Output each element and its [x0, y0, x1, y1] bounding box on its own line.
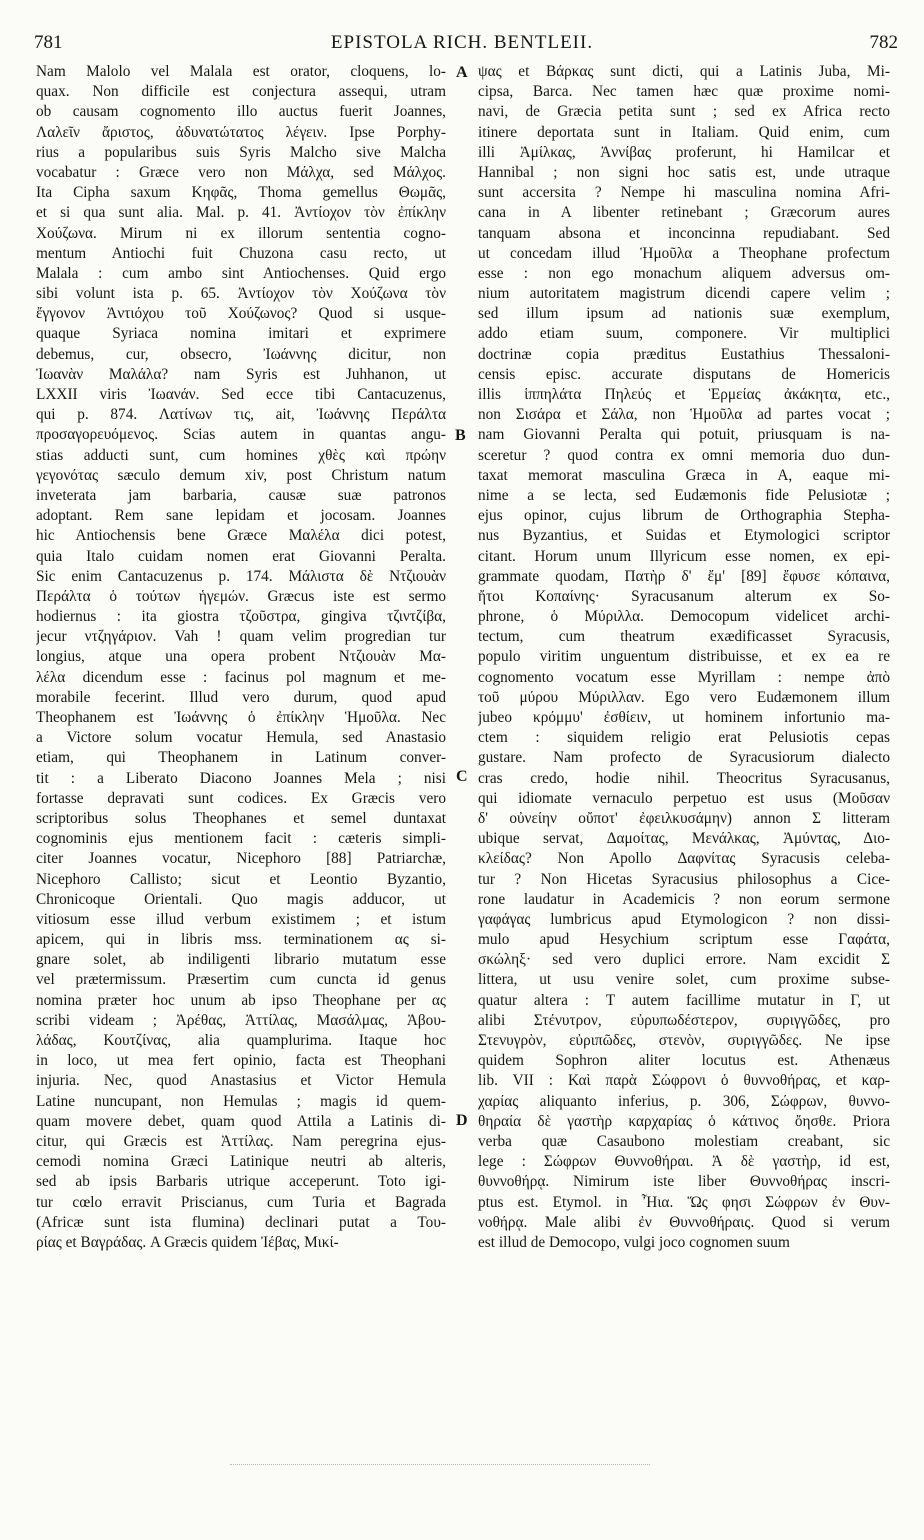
left-column-line: Ἰωανὰν Μαλάλα? nam Syris est Juhhanon, ut: [36, 365, 446, 383]
left-column-line: tur cœlo erravit Priscianus, cum Turia et Bagrada: [36, 1193, 446, 1211]
left-column-line: cognominis ejus mentionem facit : cæteris simpli-: [36, 830, 446, 848]
right-column-line: cipsa, Barca. Nec tamen hæc quæ proxime nomi-: [478, 83, 890, 101]
right-column-line: lege : Σώφρων Θυννοθήραι. Ἀ δὲ γαστὴρ, id est,: [478, 1153, 890, 1171]
left-column-line: ἔγγονον Ἀντιόχου τοῦ Χούζωνος? Quod si usque-: [36, 305, 446, 323]
left-column-line: ρίας et Βαγράδας. A Græcis quidem Ἰέβας, Μικί-: [36, 1233, 339, 1251]
right-column-line: jubeo κρόμμυ' ἐσθίειν, ut hominem infortunio ma-: [478, 709, 890, 726]
right-column-line: ἤτοι Κοπαίνης· Syracusanum alterum ex So-: [478, 587, 890, 605]
right-column-line: Hannibal ; non signi hoc satis est, unde utraque: [478, 163, 890, 181]
right-column-line: gustare. Nam profecto de Syracusiorum dialecto: [478, 749, 890, 767]
left-column-line: scriptoribus solus Theophanes et semel duntaxat: [36, 809, 446, 827]
right-column: [478, 62, 890, 1253]
right-column-line: qui idiomate vernaculo perpetuo est usus (Μοῦσαν: [478, 789, 890, 807]
left-column-line: apicem, qui in libris mss. terminationem ας si-: [36, 931, 446, 949]
left-column-line: a Victore solum vocatur Hemula, sed Anastasio: [36, 729, 446, 747]
left-column-line: inveterata jam barbaria, causæ suæ patronos: [36, 486, 446, 504]
left-column-line: etiam, qui Theophanem in Latinum conver-: [36, 749, 446, 767]
right-column-line: ctem : siquidem religio erat Pelusiotis cepas: [478, 729, 890, 747]
right-column-line: doctrinæ copia præditus Eustathius Thessaloni-: [478, 345, 890, 363]
page-header: [26, 32, 898, 60]
left-column-line: γεγονότας sæculo demum xiv, post Christum natum: [36, 466, 446, 484]
right-column-line: cana in A libenter retinebant ; Græcorum aures: [478, 204, 890, 222]
right-column-line: ut concedam illud Ἡμοῦλα a Theophane profectum: [478, 244, 890, 262]
left-column-line: quax. Non difficile est conjectura assequi, utram: [36, 83, 446, 101]
left-column-line: Περάλτα ὁ τούτων ἡγεμών. Græcus iste est sermo: [36, 587, 446, 605]
right-column-line: ptus est. Etymol. in Ἦια. Ὥς φησι Σώφρων ἐν Θυν-: [478, 1193, 890, 1211]
left-column-line: longius, atque una opera probent Ντζιουὰν Μα-: [36, 648, 446, 666]
right-column-line: alibi Στένυτρον, εὐρυπωδέστερον, συριγγῶδες, pro: [478, 1011, 890, 1029]
right-column-line: sunt accersita ? Nempe hi masculina nomina Afri-: [478, 184, 890, 202]
page-number-right: 782: [869, 32, 898, 53]
right-column-line: νοθήρᾳ. Male alibi ἐν Θυννοθήραις. Quod si verum: [478, 1213, 890, 1231]
left-column-line: Sic enim Cantacuzenus p. 174. Μάλιστα δὲ Ντζιουὰν: [36, 567, 446, 585]
left-column-line: LXXII viris Ἰωανάν. Sed ecce tibi Cantacuzenus,: [36, 386, 446, 403]
right-column-line: sed illum ipsum ad nationis suæ exemplum,: [478, 305, 890, 323]
right-column-line: esse : non ego monachum aliquem adversus om-: [478, 264, 890, 282]
left-column-line: sibi volunt ista p. 65. Ἀντίοχον τὸν Χούζωνα τὸν: [36, 285, 446, 303]
right-column-line: phrone, ὁ Μύριλλα. Democopum videlicet archi-: [478, 608, 890, 626]
left-column-line: hic Antiochensis bene Græce Μαλέλα dici potest,: [36, 527, 446, 545]
left-column-line: Χούζωνα. Mirum ni ex illorum sententia cogno-: [36, 224, 446, 242]
right-column-line: littera, ut usu venire solet, cum proxime subse-: [478, 971, 890, 989]
left-column-line: λάδας, Κουτζίνας, alia quamplurima. Itaque hoc: [36, 1032, 446, 1049]
right-column-line: nime a se lecta, sed Eudæmonis fide Pelusiotæ ;: [478, 486, 890, 504]
left-column-line: Ita Cipha saxum Κηφᾶς, Thoma gemellus Θωμᾶς,: [36, 184, 446, 202]
right-column-line: rone laudatur in Academicis ? non eorum sermone: [478, 890, 890, 908]
left-column-line: morabile fecerint. Illud vero durum, quod apud: [36, 688, 446, 706]
left-column: [36, 62, 446, 1253]
left-column-line: gnare solet, ab indiligenti librario mutatum esse: [36, 951, 446, 969]
right-column-line: χαρίας aliquanto inferius, p. 306, Σώφρων, θυννο-: [478, 1092, 890, 1110]
left-column-line: scribi videam ; Ἀρέθας, Ἀττίλας, Μασάλμας, Ἀβου-: [36, 1011, 446, 1029]
right-column-line: cras credo, hodie nihil. Theocritus Syracusanus,: [478, 769, 890, 787]
right-column-line: taxat memorat masculina Græca in A, eaque mi-: [478, 466, 890, 484]
right-column-line: censis episc. accurate disputans de Homericis: [478, 365, 890, 383]
left-column-line: sed ab ipsis Barbaris utrique acceperunt. Toto igi-: [36, 1173, 446, 1191]
right-column-line: Στενυγρὸν, εὐριπῶδες, στενὸν, συριγγῶδες. Ne ipse: [478, 1032, 890, 1049]
left-column-line: jecur ντζηγάριον. Vah ! quam velim progredian tur: [36, 628, 446, 646]
footer-rule: [230, 1464, 650, 1465]
left-column-line: quam movere debet, quam quod Attila a Latinis di-: [36, 1112, 446, 1130]
right-column-line: quidem Sophron aliter locutus est. Athenæus: [478, 1052, 890, 1070]
right-column-line: nium autoritatem magistrum dicendi capere velim ;: [478, 285, 890, 303]
right-column-line: lib. VII : Καὶ παρὰ Σώφρονι ὁ θυννοθήρας, et καρ-: [478, 1072, 890, 1090]
right-column-line: nus Byzantius, et Suidas et Etymologici scriptor: [478, 527, 890, 545]
right-column-line: θυννοθήρᾳ. Nimirum iste liber Θυννοθήρας inscri-: [478, 1173, 890, 1191]
right-column-line: grammate quodam, Πατὴρ δ' ἔμ' [89] ἔφυσε κόπαινα,: [478, 567, 890, 585]
right-column-line: sceretur ? quod contra ex omni memoria duo dun-: [478, 446, 890, 464]
left-column-line: vocabatur : Græce vero non Μάλχα, sed Μάλχος.: [36, 163, 446, 181]
left-column-line: adoptant. Rem sane lepidam et jocosam. Joannes: [36, 507, 446, 525]
left-column-line: mentum Antiochi fuit Chuzona casu recto, ut: [36, 244, 446, 262]
left-column-line: vel prætermissum. Præsertim cum cuncta id genus: [36, 971, 446, 989]
right-column-line: γαφάγας lumbricus apud Etymologicon ? non dissi-: [478, 910, 890, 928]
left-column-line: vitiosum esse illud verbum existimem ; et istum: [36, 910, 446, 928]
right-column-line: non Σισάρα et Σάλα, non Ἡμοῦλα ad partes vocat ;: [478, 406, 890, 424]
left-column-line: (Africæ sunt ista flumina) declinari putat a Του-: [36, 1213, 446, 1231]
left-column-line: Λαλεῖν ἄριστος, ἀδυνατώτατος λέγειν. Ipse Porphy-: [36, 123, 446, 141]
right-column-line: navi, de Græcia petita sunt ; sed ex Africa recto: [478, 103, 890, 121]
left-column-line: Malala : cum ambo sint Antiochenses. Quid ergo: [36, 264, 446, 282]
right-column-line: citant. Horum unum Illyricum esse nomen, ex epi-: [478, 547, 890, 565]
right-column-line: est illud de Democopo, vulgi joco cognomen suum: [478, 1233, 790, 1251]
section-marker-a: A: [456, 64, 468, 81]
right-column-line: tanquam absona et inconcinna repudiabant. Sed: [478, 224, 890, 242]
left-column-line: tit : a Liberato Diacono Joannes Mela ; nisi: [36, 769, 446, 787]
right-column-line: populo viritim unguentum distribuisse, et ex ea re: [478, 648, 890, 666]
left-column-line: quaque Syriaca nomina imitari et exprimere: [36, 325, 446, 343]
running-title: EPISTOLA RICH. BENTLEII.: [330, 32, 594, 53]
right-column-line: itinere deportata sunt in Italiam. Quid enim, cum: [478, 123, 890, 141]
left-column-line: Chronicoque Orientali. Quo magis adducor, ut: [36, 890, 446, 908]
right-column-line: mulo apud Hesychium scriptum esse Γαφάτα,: [478, 931, 890, 949]
right-column-line: σκώληξ· sed vero duplici errore. Nam excidit Σ: [478, 951, 890, 969]
section-marker-d: D: [456, 1112, 468, 1129]
left-column-line: λέλα dicendum esse : facinus pol magnum et me-: [36, 668, 446, 686]
right-column-line: illis ἱππηλάτα Πηλεύς et Ἑρμείας ἀκάκητα, etc.,: [478, 386, 890, 403]
left-column-line: ob causam cognomento illo auctus fuerit Joannes,: [36, 103, 446, 121]
right-column-line: verba quæ Casaubono molestiam creabant, sic: [478, 1132, 890, 1150]
left-column-line: in loco, ut mea fert opinio, facta est Theophani: [36, 1052, 446, 1070]
right-column-line: tectum, cum theatrum exædificasset Syracusis,: [478, 628, 890, 646]
left-column-line: προσαγορευόμενος. Scias autem in quantas angu-: [36, 426, 446, 444]
section-marker-b: B: [455, 427, 466, 444]
left-column-line: citer Joannes vocatur, Nicephoro [88] Patriarchæ,: [36, 850, 446, 868]
right-column-line: quatur altera : Τ autem facillime mutatur in Γ, ut: [478, 991, 890, 1009]
left-column-line: debemus, cur, obsecro, Ἰωάννης dicitur, non: [36, 345, 446, 363]
right-column-line: δ' οὐνείην οὔποτ' ἐφειλκυσάμην) annon Σ litteram: [478, 809, 890, 827]
left-column-line: quia Italo cuidam nomen erat Giovanni Peralta.: [36, 547, 446, 565]
right-column-line: τοῦ μύρου Μύριλλαν. Ego vero Eudæmonem illum: [478, 688, 890, 706]
left-column-line: fortasse depravati sunt codices. Ex Græcis vero: [36, 789, 446, 807]
left-column-line: citur, qui Græcis est Ἀττίλας. Nam peregrina ejus-: [36, 1132, 446, 1150]
left-column-line: et si qua sunt alia. Mal. p. 41. Ἀντίοχον τὸν ἐπίκλην: [36, 204, 446, 222]
right-column-line: κλείδας? Non Apollo Δαφνίτας Syracusis celeba-: [478, 850, 890, 868]
right-column-line: cognomento vocatum esse Myrillam : nempe ἀπὸ: [478, 668, 890, 686]
right-column-line: θηραία δὲ γαστὴρ καρχαρίας ὁ κάτινος ὄησθε. Priora: [478, 1112, 890, 1130]
left-column-line: Nam Malolo vel Malala est orator, cloquens, lo-: [36, 63, 446, 80]
left-column-line: stias adducti sunt, cum homines χθὲς καὶ πρώην: [36, 446, 446, 464]
page-number-left: 781: [34, 32, 63, 53]
right-column-line: ψας et Βάρκας sunt dicti, qui a Latinis Juba, Mi-: [478, 63, 890, 80]
right-column-line: illi Ἀμίλκας, Ἀννίβας proferunt, hi Hamilcar et: [478, 143, 890, 161]
left-column-line: Nicephoro Callisto; sicut et Leontio Byzantio,: [36, 870, 446, 888]
right-column-line: addo etiam suum, componere. Vir multiplici: [478, 325, 890, 343]
left-column-line: hodiernus : ita giostra τζοῦστρα, gingiva τζιντζίβα,: [36, 608, 446, 626]
left-column-line: nomina præter hoc unum ab ipso Theophane per ας: [36, 991, 446, 1009]
right-column-line: ubique servat, Δαμοίτας, Μενάλκας, Ἀμύντας, Διο-: [478, 830, 890, 848]
right-column-line: tur ? Non Hicetas Syracusius philosophus a Cice-: [478, 870, 890, 888]
right-column-line: ejus opinor, cujus librum de Orthographia Stepha-: [478, 507, 890, 525]
right-column-line: nam Giovanni Peralta qui potuit, priusquam is na-: [478, 426, 890, 444]
left-column-line: rius a popularibus suis Syris Malcho sive Malcha: [36, 143, 446, 161]
left-column-line: injuria. Nec, quod Anastasius et Victor Hemula: [36, 1072, 446, 1090]
left-column-line: Latine nuncupant, non Hemulas ; magis id quem-: [36, 1092, 446, 1110]
left-column-line: Theophanem est Ἰωάννης ὁ ἐπίκλην Ἡμοῦλα. Nec: [36, 709, 446, 726]
left-column-line: cemodi nomina Græci Latinique neutri ab alteris,: [36, 1153, 446, 1171]
section-marker-c: C: [456, 768, 468, 785]
left-column-line: qui p. 874. Λατίνων τις, ait, Ἰωάννης Περάλτα: [36, 406, 446, 424]
